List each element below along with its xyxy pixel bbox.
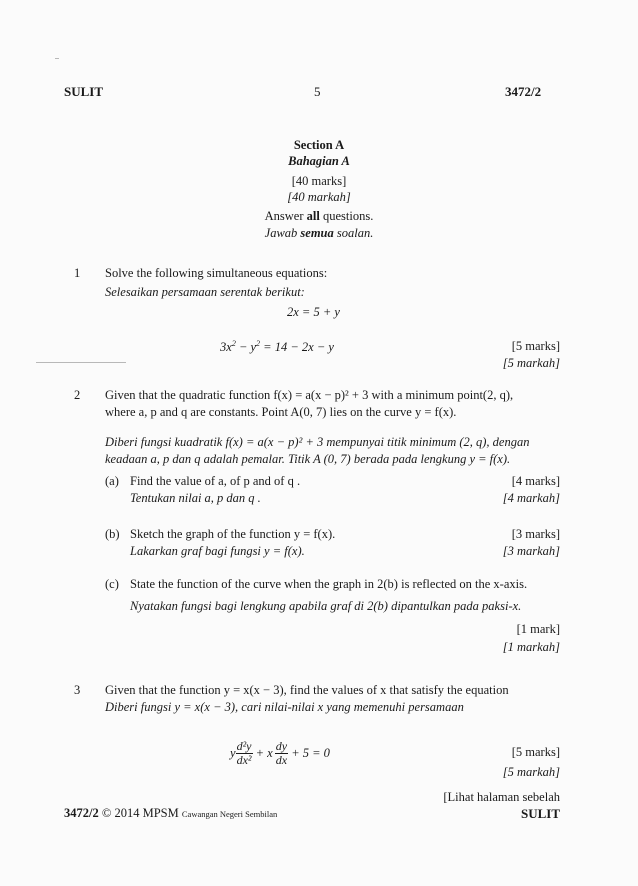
q2-line-1-ms: Diberi fungsi kuadratik f(x) = a(x − p)² + 3 mempunyai titik minimum (2, q), dengan (105, 435, 530, 449)
q2b-text: Sketch the graph of the function y = f(x). (130, 527, 336, 541)
q1-number: 1 (74, 266, 81, 280)
footer-copyright-text: © 2014 MPSM (98, 806, 182, 820)
instruction-bold: all (306, 209, 320, 223)
q2b-marks: [3 marks] (511, 527, 560, 541)
q1-eq2-part-c: = 14 − 2x − y (260, 340, 334, 355)
footer-code: 3472/2 (64, 806, 99, 820)
q3-eq-y: y (230, 745, 236, 760)
page-number: 5 (314, 84, 321, 99)
q1-equation-2: $3x^2 - y^2 = 14 - 2x - y$ (220, 339, 334, 355)
q2b-marks-ms: [3 markah] (502, 544, 560, 558)
section-marks-ms: [40 markah] (287, 190, 351, 204)
q2a-marks-ms: [4 markah] (502, 491, 560, 505)
q2a-text: Find the value of a, of p and of q . (130, 474, 301, 488)
instruction-pre: Answer (264, 209, 307, 223)
instruction-ms-pre: Jawab (264, 226, 301, 240)
q3-eq-d2y: d²y (236, 738, 252, 753)
q2-line-2: where a, p and q are constants. Point A(0, 7) lies on the curve y = f(x). (105, 405, 457, 419)
q2-line-1: Given that the quadratic function f(x) = a(x − p)² + 3 with a minimum point(2, q), (105, 388, 514, 402)
footer-sulit: SULIT (520, 806, 560, 821)
scan-mark (55, 58, 59, 59)
q1-marks-ms: [5 markah] (502, 356, 560, 370)
q1-marks: [5 marks] (511, 339, 560, 353)
footer-next-page: [Lihat halaman sebelah (443, 790, 560, 804)
q2-line-2-ms: keadaan a, p dan q adalah pemalar. Titik A (0, 7) berada pada lengkung y = f(x). (105, 452, 511, 466)
q2-number: 2 (74, 388, 81, 402)
footer-copyright (64, 806, 277, 821)
section-title: Section A (293, 138, 345, 152)
q2a-text-ms: Tentukan nilai a, p dan q . (130, 491, 261, 505)
q3-equation (230, 733, 330, 773)
instruction-post: questions. (319, 209, 374, 223)
section-instruction-ms (0, 226, 638, 241)
footer-branch: Cawangan Negeri Sembilan (181, 809, 278, 819)
q3-eq-dx2: dx² (236, 752, 252, 767)
q2a-label: (a) (105, 474, 119, 488)
section-title-ms: Bahagian A (288, 154, 350, 168)
q3-eq-second-derivative (236, 740, 253, 767)
q3-eq-plus-x: + x (252, 745, 273, 760)
scan-mark (36, 362, 126, 363)
section-marks: [40 marks] (291, 174, 347, 188)
q1-eq2-part-b: − y (235, 340, 257, 355)
q3-marks-ms: [5 markah] (502, 765, 560, 779)
q2a-marks: [4 marks] (511, 474, 560, 488)
q1-equation-1: 2x = 5 + y (287, 305, 340, 319)
instruction-ms-post: soalan. (333, 226, 374, 240)
q2c-marks: [1 mark] (516, 622, 560, 636)
q3-line-1-ms: Diberi fungsi y = x(x − 3), cari nilai-nilai x yang memenuhi persamaan (105, 700, 464, 714)
header-code: 3472/2 (505, 84, 542, 99)
q3-line-1: Given that the function y = x(x − 3), find the values of x that satisfy the equation (105, 683, 509, 697)
q2c-text: State the function of the curve when the graph in 2(b) is reflected on the x-axis. (130, 577, 528, 591)
header-sulit: SULIT (64, 84, 104, 99)
q3-eq-tail: + 5 = 0 (288, 745, 330, 760)
q3-eq-dy: dy (275, 738, 288, 753)
q2c-label: (c) (105, 577, 119, 591)
q3-number: 3 (74, 683, 81, 697)
instruction-ms-bold: semua (300, 226, 334, 240)
q3-marks: [5 marks] (511, 745, 560, 759)
q1-eq2-part-a: 3x (220, 340, 232, 355)
q2b-text-ms: Lakarkan graf bagi fungsi y = f(x). (130, 544, 305, 558)
q3-eq-dx: dx (275, 752, 288, 767)
q2c-text-ms: Nyatakan fungsi bagi lengkung apabila graf di 2(b) dipantulkan pada paksi-x. (130, 599, 522, 613)
q1-text: Solve the following simultaneous equations: (105, 266, 328, 280)
section-instruction (0, 209, 638, 224)
q3-eq-first-derivative (275, 740, 288, 767)
q2c-marks-ms: [1 markah] (502, 640, 560, 654)
q2b-label: (b) (105, 527, 120, 541)
q1-text-ms: Selesaikan persamaan serentak berikut: (105, 285, 305, 299)
